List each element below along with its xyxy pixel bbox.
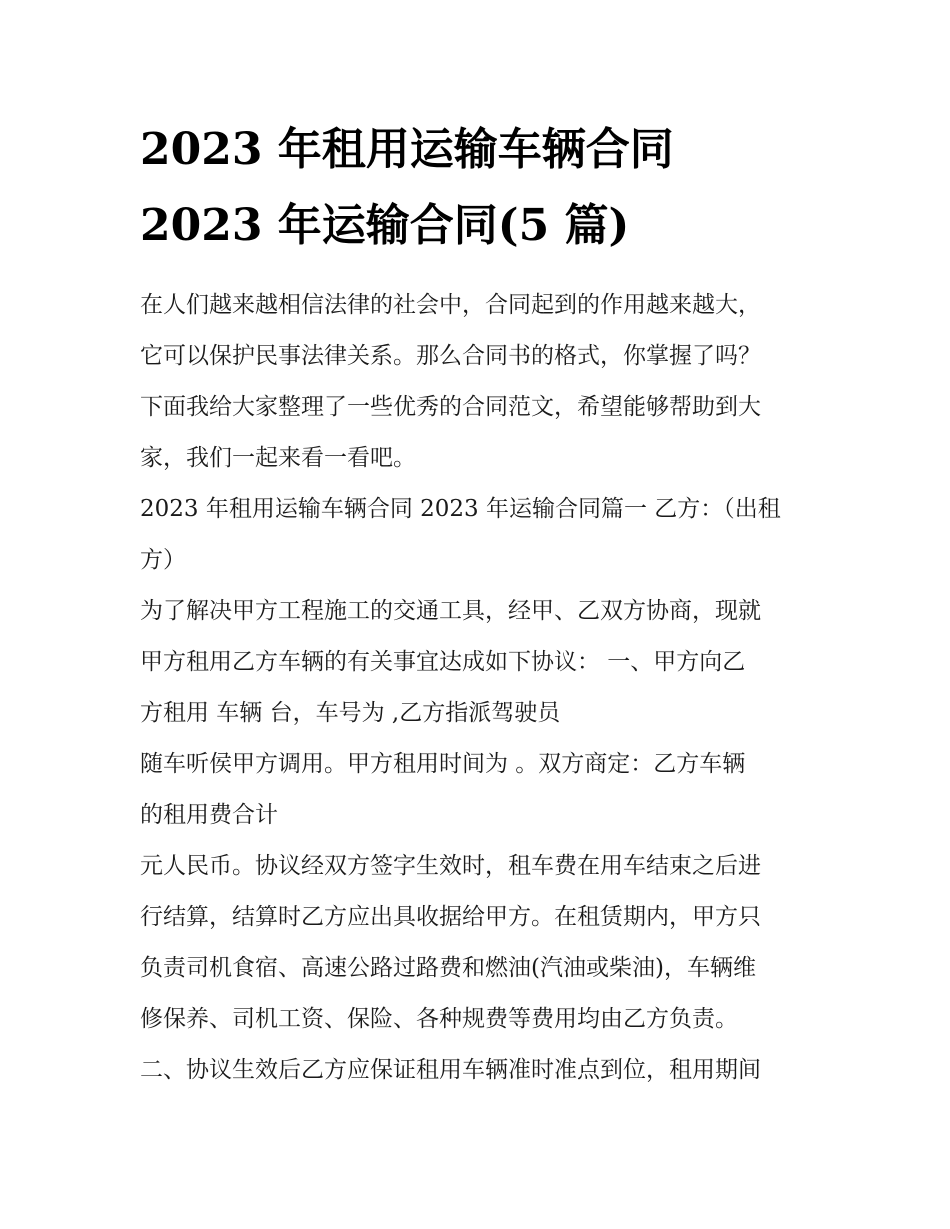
text-line: 元人民币。协议经双方签字生效时，租车费在用车结束之后进 <box>140 853 761 879</box>
text-line: 方） <box>140 547 186 573</box>
text-line: 为了解决甲方工程施工的交通工具，经甲、乙双方协商，现就 <box>140 598 761 624</box>
paragraph-clause-two <box>140 1045 820 1096</box>
text-line: 下面我给大家整理了一些优秀的合同范文，希望能够帮助到大 <box>140 394 761 420</box>
text-line: 二、协议生效后乙方应保证租用车辆准时准点到位，租用期间 <box>140 1057 761 1083</box>
text-line: 行结算，结算时乙方应出具收据给甲方。在租赁期内，甲方只 <box>140 904 761 930</box>
text-line: 家，我们一起来看一看吧。 <box>140 445 416 471</box>
text-line: 2023 年租用运输车辆合同 2023 年运输合同篇一 乙方：（出租 <box>140 496 781 522</box>
paragraph-intro <box>140 280 820 484</box>
title-line-2: 2023 年运输合同(5 篇) <box>140 200 630 251</box>
title-line-1: 2023 年租用运输车辆合同 <box>140 124 674 175</box>
text-line: 修保养、司机工资、保险、各种规费等费用均由乙方负责。 <box>140 1006 738 1032</box>
paragraph-contract-heading <box>140 484 820 586</box>
text-line: 甲方租用乙方车辆的有关事宜达成如下协议： 一、甲方向乙 <box>140 649 746 675</box>
paragraph-rental-time <box>140 739 820 841</box>
text-line: 的租用费合计 <box>140 802 278 828</box>
text-line: 随车听侯甲方调用。甲方租用时间为 。双方商定：乙方车辆 <box>140 751 746 777</box>
document-content <box>140 112 820 1096</box>
paragraph-purpose <box>140 586 820 739</box>
text-line: 方租用 车辆 台，车号为 ,乙方指派驾驶员 <box>140 700 561 726</box>
text-line: 负责司机食宿、高速公路过路费和燃油(汽油或柴油)，车辆维 <box>140 955 756 981</box>
document-body <box>140 280 820 1096</box>
paragraph-fees <box>140 841 820 1045</box>
text-line: 它可以保护民事法律关系。那么合同书的格式，你掌握了吗？ <box>140 343 761 369</box>
text-line: 在人们越来越相信法律的社会中，合同起到的作用越来越大， <box>140 292 761 318</box>
document-title <box>140 112 820 264</box>
